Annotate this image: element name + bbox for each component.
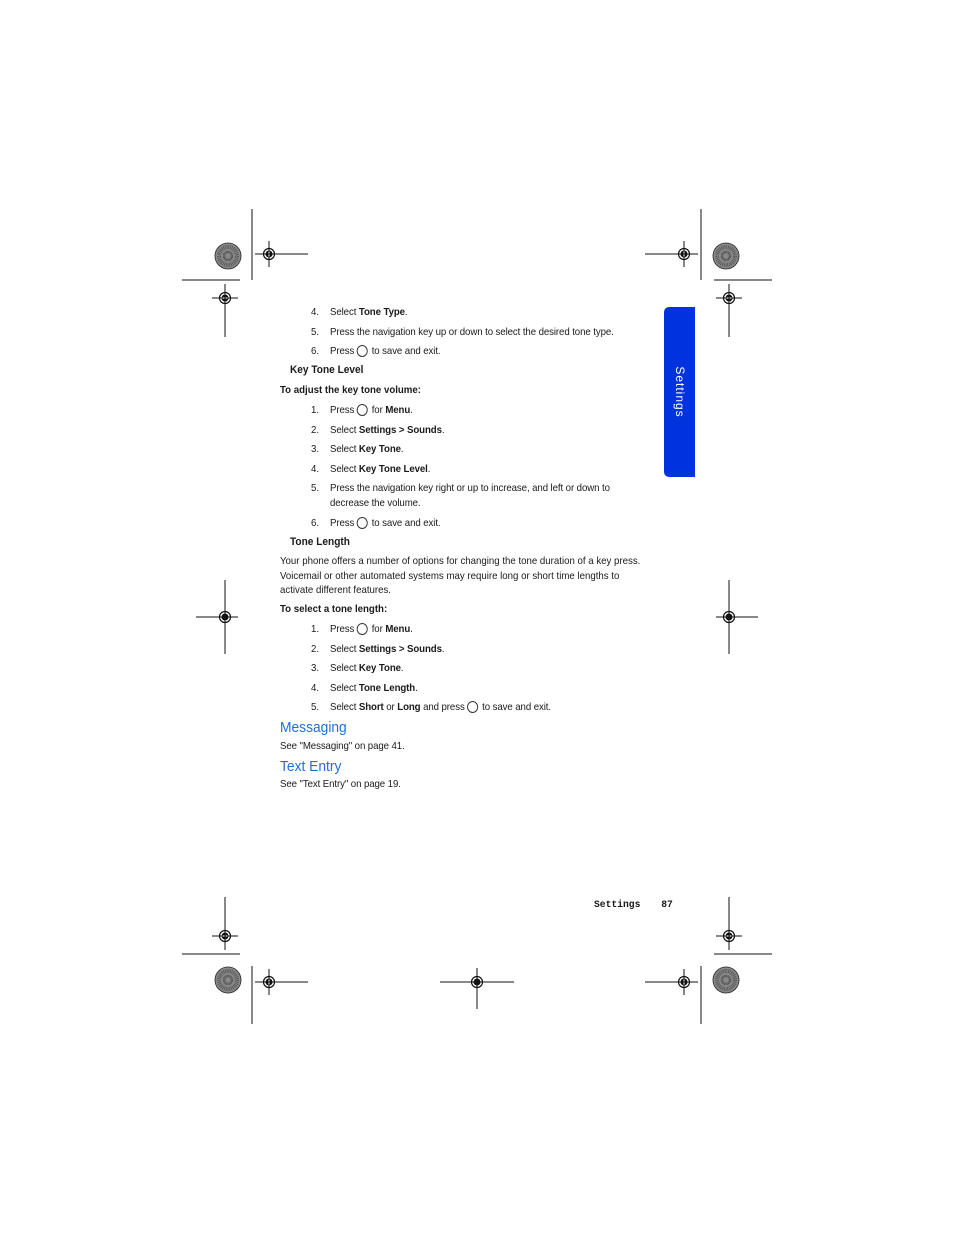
ok-key-icon xyxy=(467,701,478,713)
subheading-adjust-volume: To adjust the key tone volume: xyxy=(280,384,421,396)
menu-key-icon xyxy=(357,404,368,416)
step-text: Select Settings > Sounds. xyxy=(330,424,445,436)
heading-text-entry: Text Entry xyxy=(280,758,342,775)
step-text: Press for Menu. xyxy=(330,623,413,635)
step-text: Press to save and exit. xyxy=(330,517,441,529)
page-number: 87 xyxy=(661,899,673,911)
step-text: Press to save and exit. xyxy=(330,345,441,357)
step-text: decrease the volume. xyxy=(330,497,421,509)
step-text: Press the navigation key up or down to select the desired tone type. xyxy=(330,326,614,338)
step-text: Select Tone Type. xyxy=(330,306,408,318)
step-text: Press the navigation key right or up to increase, and left or down to xyxy=(330,482,610,494)
step-text: Select Key Tone. xyxy=(330,662,404,674)
heading-tone-length: Tone Length xyxy=(290,536,350,548)
menu-key-icon xyxy=(357,623,368,635)
subheading-select-length: To select a tone length: xyxy=(280,603,388,615)
step-text: Select Short or Long and press to save and exit. xyxy=(330,701,551,713)
page-footer xyxy=(594,899,673,911)
step-text: Select Key Tone Level. xyxy=(330,463,431,475)
text-entry-reference: See "Text Entry" on page 19. xyxy=(280,778,401,790)
step-text: Press for Menu. xyxy=(330,404,413,416)
step-text: Select Settings > Sounds. xyxy=(330,643,445,655)
step-text: Select Key Tone. xyxy=(330,443,404,455)
heading-messaging: Messaging xyxy=(280,719,347,736)
step-text: Select Tone Length. xyxy=(330,682,418,694)
section-tab-label: Settings xyxy=(672,366,687,418)
heading-key-tone-level: Key Tone Level xyxy=(290,364,364,376)
messaging-reference: See "Messaging" on page 41. xyxy=(280,740,405,752)
footer-section: Settings xyxy=(594,899,641,911)
ok-key-icon xyxy=(357,517,368,529)
ok-key-icon xyxy=(357,345,368,357)
tone-length-description: Your phone offers a number of options for changing the tone duration of a key press. Voicemail or other automated systems may require long or short time lengths to activate different features. xyxy=(280,555,641,596)
